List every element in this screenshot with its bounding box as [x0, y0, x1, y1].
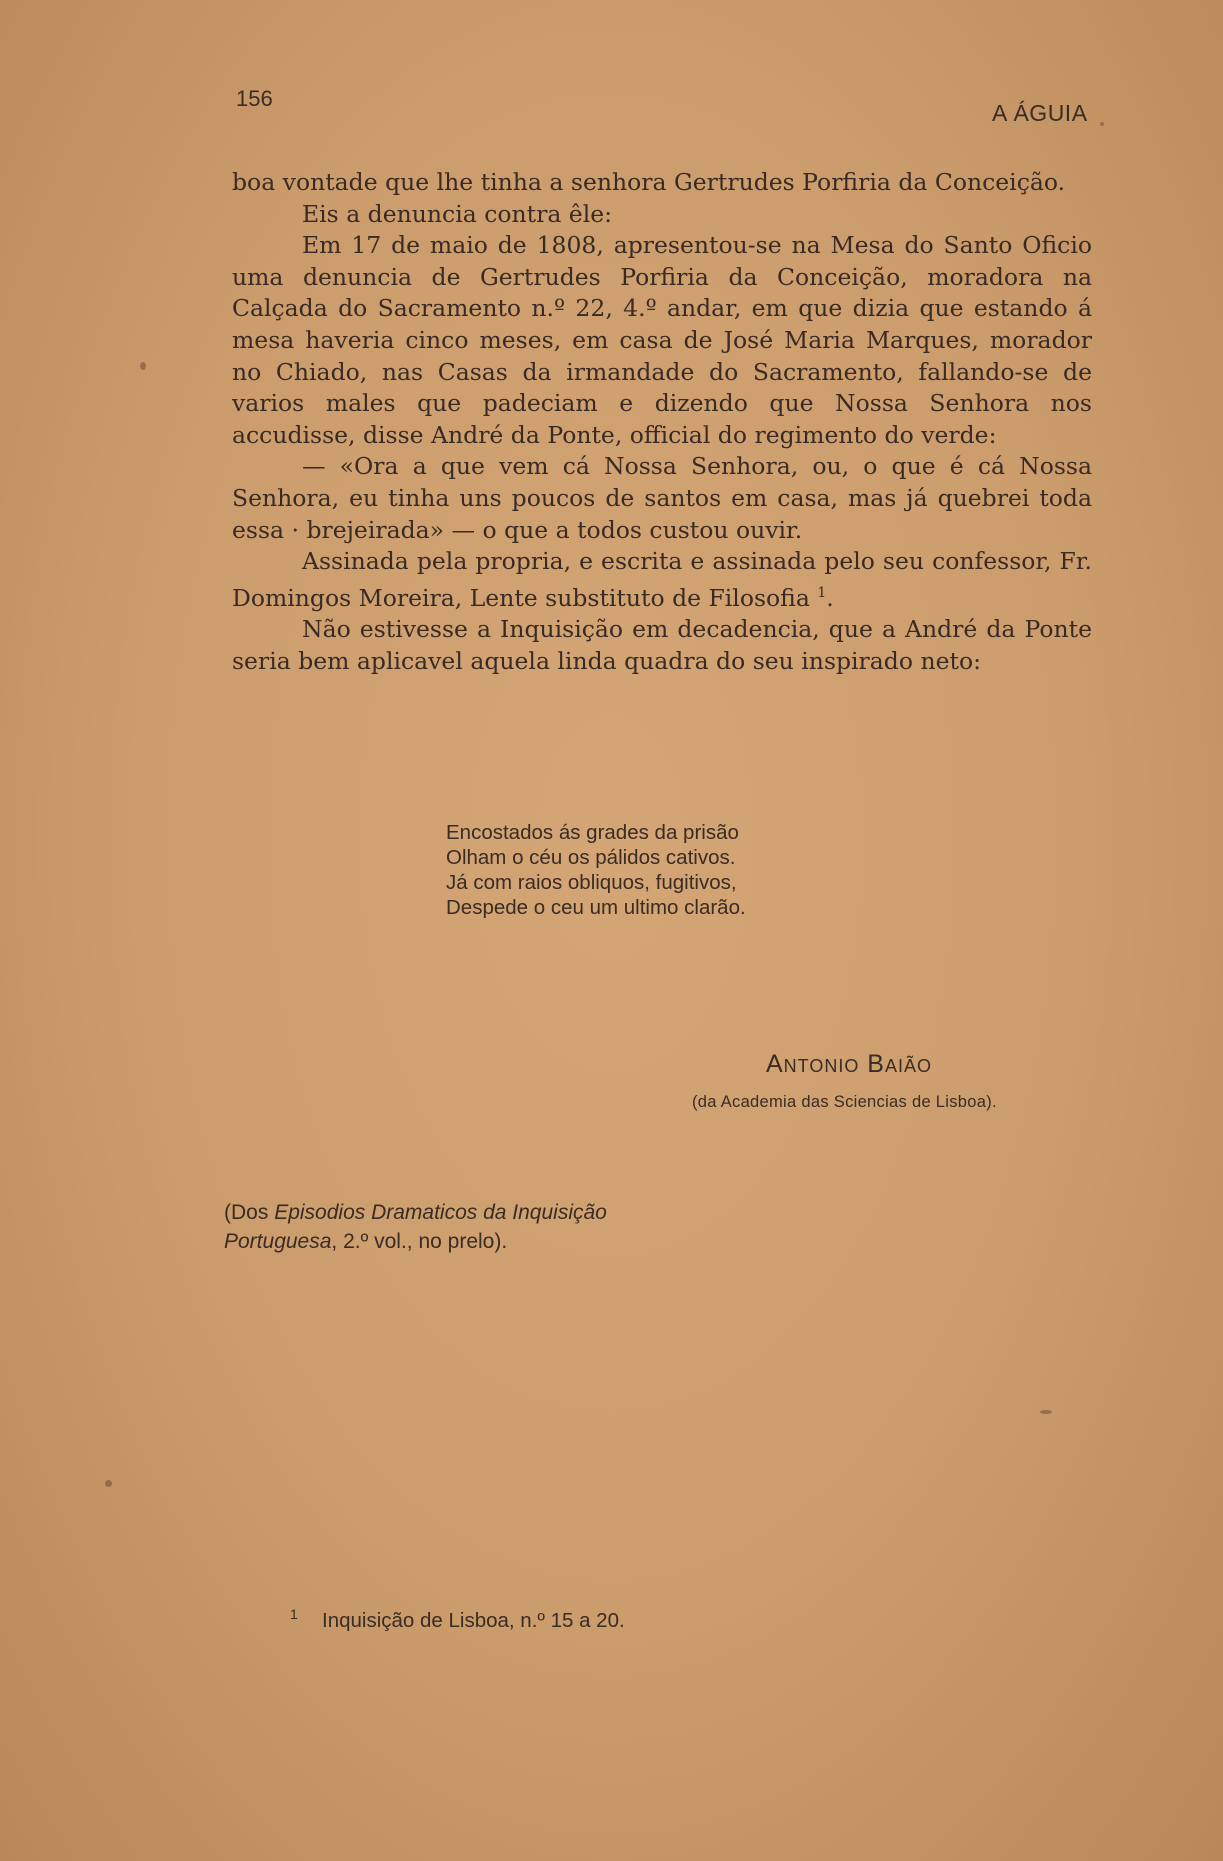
paper-speck — [1100, 122, 1104, 126]
paragraph-6: Não estivesse a Inquisição em decadencia, que a André da Ponte seria bem aplicavel aquela linda quadra do seu inspirado neto: — [232, 615, 1092, 675]
footnote-text: Inquisição de Lisboa, n.º 15 a 20. — [322, 1609, 625, 1632]
paragraph-4: — «Ora a que vem cá Nossa Senhora, ou, o que é cá Nossa Senhora, eu tinha uns poucos de santos em casa, mas já quebrei toda essa · brejeirada» — o que a todos custou ouvir. — [232, 452, 1092, 544]
paper-speck — [105, 1480, 112, 1487]
paragraph-5-text: Assinada pela propria, e escrita e assinada pelo seu confessor, Fr. Domingos Moreira, Lente substituto de Filosofia — [232, 547, 1092, 612]
page-number: 156 — [236, 86, 273, 111]
source-note-title: Episodios Dramaticos da Inquisição Portuguesa — [224, 1201, 607, 1253]
poem-quatrain — [446, 820, 746, 920]
poem-line: Encostados ás grades da prisão — [446, 821, 739, 844]
source-note-rest: , 2.º vol., no prelo). — [331, 1230, 508, 1253]
poem-line: Olham o céu os pálidos cativos. — [446, 846, 736, 869]
paragraph-2: Eis a denuncia contra êle: — [302, 199, 613, 228]
poem-line: Despede o ceu um ultimo clarão. — [446, 896, 746, 919]
source-note — [224, 1198, 664, 1256]
paragraph-1: boa vontade que lhe tinha a senhora Gertrudes Porfiria da Conceição. — [232, 168, 1066, 196]
running-title: A ÁGUIA — [992, 100, 1088, 126]
poem-line: Já com raios obliquos, fugitivos, — [446, 871, 737, 894]
paragraph-3: Em 17 de maio de 1808, apresentou-se na Mesa do Santo Oficio uma denuncia de Gertrudes Porfiria da Conceição, moradora na Calçada do Sacramento n.º 22, 4.º andar, em que dizia que estando á mesa haveria cinco meses, em casa de José Maria Marques, morador no Chiado, nas Casas da irmandade do Sacramento, fallando-se de varios males que padeciam e dizendo que Nossa Senhora nos accudisse, disse André da Ponte, official do regimento do verde: — [232, 231, 1092, 449]
paragraph-5 — [232, 546, 1092, 614]
article-body — [232, 167, 1092, 677]
source-note-open: (Dos — [224, 1201, 275, 1224]
footnote-reference: 1 — [817, 584, 827, 601]
author-affiliation: (da Academia das Sciencias de Lisboa). — [692, 1093, 997, 1111]
paper-speck — [140, 362, 146, 370]
paragraph-5-end: . — [826, 583, 834, 612]
footnote-mark: 1 — [290, 1606, 298, 1622]
paper-speck — [1040, 1410, 1052, 1414]
author-name: Antonio Baião — [766, 1050, 932, 1078]
